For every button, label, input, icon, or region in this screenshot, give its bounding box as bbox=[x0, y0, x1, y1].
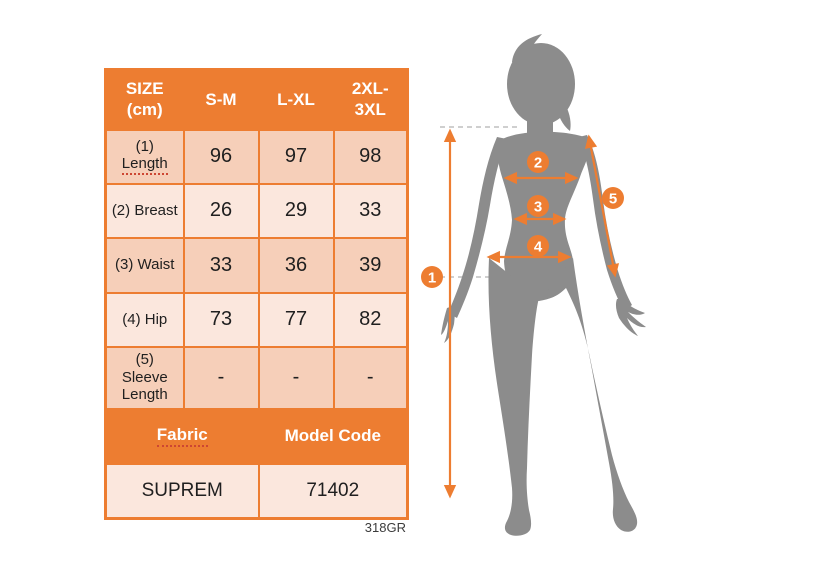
measurement-diagram bbox=[420, 20, 680, 560]
value-waist-2xl-3xl: 39 bbox=[334, 238, 408, 293]
left-leg bbox=[488, 258, 539, 536]
row-label-hip: (4) Hip bbox=[106, 293, 184, 347]
marker-3 bbox=[527, 195, 549, 217]
value-breast-l-xl: 29 bbox=[259, 184, 334, 238]
value-sleeve-2xl-3xl: - bbox=[334, 347, 408, 409]
marker-5-number: 5 bbox=[608, 190, 618, 208]
marker-2 bbox=[527, 151, 549, 173]
table-footer-header-row bbox=[106, 409, 408, 464]
table-footer-values-row bbox=[106, 464, 408, 519]
value-waist-s-m: 33 bbox=[184, 238, 259, 293]
value-length-2xl-3xl: 98 bbox=[334, 130, 408, 184]
row-label-number: (5) bbox=[135, 350, 154, 368]
table-row-length bbox=[106, 130, 408, 184]
row-label-number: (1) bbox=[135, 137, 154, 155]
table-row-breast bbox=[106, 184, 408, 238]
marker-1 bbox=[421, 266, 443, 288]
fabric-header-label: Fabric bbox=[157, 425, 208, 446]
marker-4-number: 4 bbox=[533, 238, 543, 256]
size-table-header-row bbox=[106, 70, 408, 130]
table-row-hip bbox=[106, 293, 408, 347]
col-header-2xl-3xl: 2XL-3XL bbox=[334, 70, 408, 130]
table-row-sleeve-length bbox=[106, 347, 408, 409]
col-header-s-m: S-M bbox=[184, 70, 259, 130]
value-waist-l-xl: 36 bbox=[259, 238, 334, 293]
row-label-word: Sleeve Length bbox=[121, 368, 168, 404]
row-label-word: Length bbox=[122, 156, 168, 175]
value-hip-2xl-3xl: 82 bbox=[334, 293, 408, 347]
size-table bbox=[104, 68, 409, 520]
value-length-l-xl: 97 bbox=[259, 130, 334, 184]
value-sleeve-s-m: - bbox=[184, 347, 259, 409]
style-code: 318GR bbox=[364, 520, 406, 535]
neck bbox=[527, 98, 553, 134]
value-breast-2xl-3xl: 33 bbox=[334, 184, 408, 238]
row-label-waist: (3) Waist bbox=[106, 238, 184, 293]
value-hip-s-m: 73 bbox=[184, 293, 259, 347]
fabric-value: SUPREM bbox=[106, 464, 259, 519]
value-breast-s-m: 26 bbox=[184, 184, 259, 238]
value-length-s-m: 96 bbox=[184, 130, 259, 184]
marker-2-number: 2 bbox=[533, 154, 543, 172]
fabric-header bbox=[106, 409, 259, 464]
size-unit-header: SIZE (cm) bbox=[106, 70, 184, 130]
model-code-header: Model Code bbox=[259, 409, 408, 464]
row-label-breast: (2) Breast bbox=[106, 184, 184, 238]
marker-1-number: 1 bbox=[427, 269, 437, 287]
row-label-length bbox=[106, 130, 184, 184]
value-hip-l-xl: 77 bbox=[259, 293, 334, 347]
marker-3-number: 3 bbox=[533, 198, 543, 216]
value-sleeve-l-xl: - bbox=[259, 347, 334, 409]
col-header-l-xl: L-XL bbox=[259, 70, 334, 130]
table-row-waist bbox=[106, 238, 408, 293]
row-label-sleeve-length bbox=[106, 347, 184, 409]
left-hand bbox=[441, 306, 455, 343]
body-silhouette bbox=[441, 34, 646, 536]
marker-4 bbox=[527, 235, 549, 257]
model-code-value: 71402 bbox=[259, 464, 408, 519]
marker-5 bbox=[602, 187, 624, 209]
